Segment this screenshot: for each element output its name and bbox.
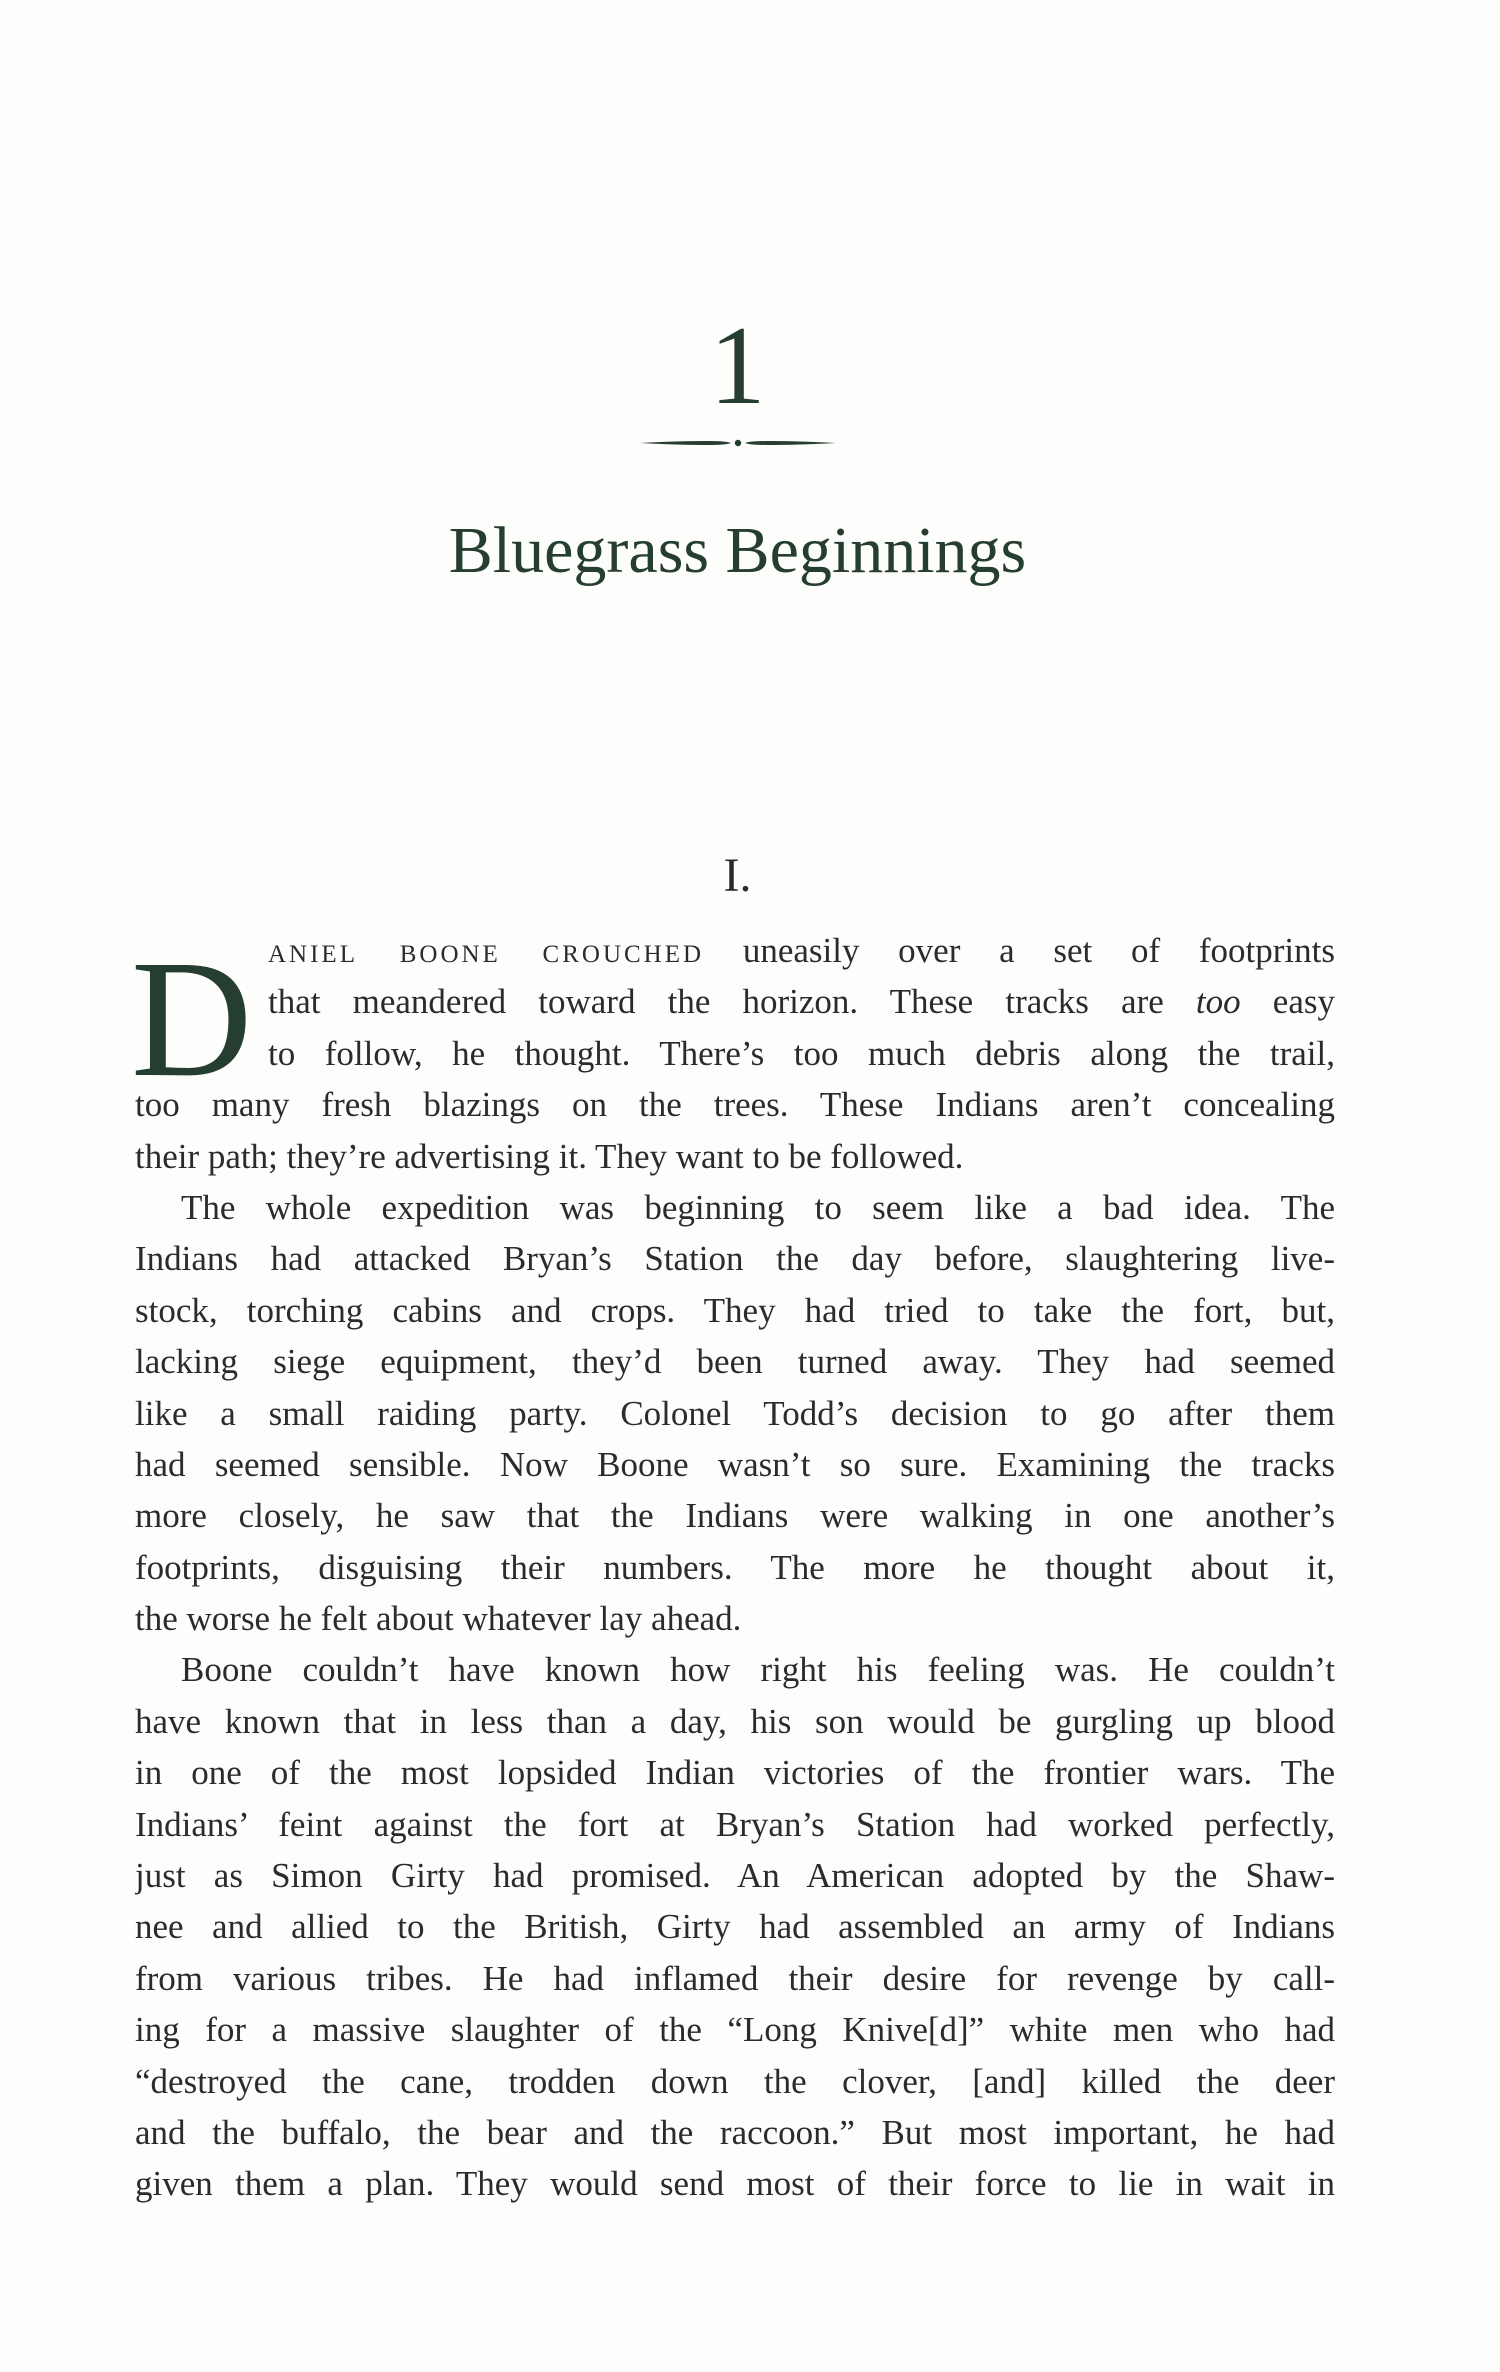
text-line: The whole expedition was beginning to seem like a bad idea. The [181,1187,1335,1227]
ornament-divider [638,436,838,450]
text-line: Boone couldn’t have known how right his feeling was. He couldn’t [181,1650,1335,1690]
text-line: too many fresh blazings on the trees. These Indians aren’t concealing [135,1085,1335,1125]
text-line: lacking siege equipment, they’d been turned away. They had seemed [135,1342,1335,1382]
opening-line-1: uneasily over a set of footprints [704,931,1335,970]
text-line: from various tribes. He had inflamed their desire for revenge by call- [135,1958,1335,1998]
opening-line-2: that meandered toward the horizon. These tracks are [268,982,1164,1022]
text-line: footprints, disguising their numbers. The more he thought about it, [135,1547,1335,1587]
text-line: their path; they’re advertising it. They want to be followed. [135,1136,964,1176]
opening-line-2-end: easy [1240,982,1335,1022]
opening-emphasis: too [1195,982,1241,1022]
text-line: given them a plan. They would send most of their force to lie in wait in [135,2164,1335,2204]
chapter-title: Bluegrass Beginnings [448,514,1027,587]
text-line: and the buffalo, the bear and the raccoon.” But most important, he had [135,2112,1335,2152]
text-line: the worse he felt about whatever lay ahead. [135,1599,742,1639]
text-line: have known that in less than a day, his son would be gurgling up blood [135,1701,1335,1741]
chapter-number: 1 [709,304,766,428]
text-line: ing for a massive slaughter of the “Long Knive[d]” white men who had [135,2010,1335,2050]
text-line: Indians’ feint against the fort at Bryan’s Station had worked perfectly, [135,1804,1335,1844]
body-text [131,925,1335,2210]
text-line: like a small raiding party. Colonel Todd’s decision to go after them [135,1393,1335,1433]
text-line: Indians had attacked Bryan’s Station the day before, slaughtering live- [135,1239,1335,1279]
text-line [135,925,1335,976]
section-numeral: I. [723,849,752,902]
text-line: had seemed sensible. Now Boone wasn’t so sure. Examining the tracks [135,1444,1335,1484]
text-line: to follow, he thought. There’s too much debris along the trail, [268,1033,1335,1073]
text-line: in one of the most lopsided Indian victories of the frontier wars. The [135,1753,1335,1793]
text-line: “destroyed the cane, trodden down the clover, [and] killed the deer [135,2061,1335,2101]
text-line: stock, torching cabins and crops. They had tried to take the fort, but, [135,1290,1335,1330]
drop-cap: D [131,926,253,1112]
text-line [135,976,1335,1027]
text-line: just as Simon Girty had promised. An American adopted by the Shaw- [135,1856,1335,1896]
opening-smallcaps: aniel boone crouched [268,931,705,970]
text-line: nee and allied to the British, Girty had assembled an army of Indians [135,1907,1335,1947]
text-line: more closely, he saw that the Indians were walking in one another’s [135,1496,1335,1536]
